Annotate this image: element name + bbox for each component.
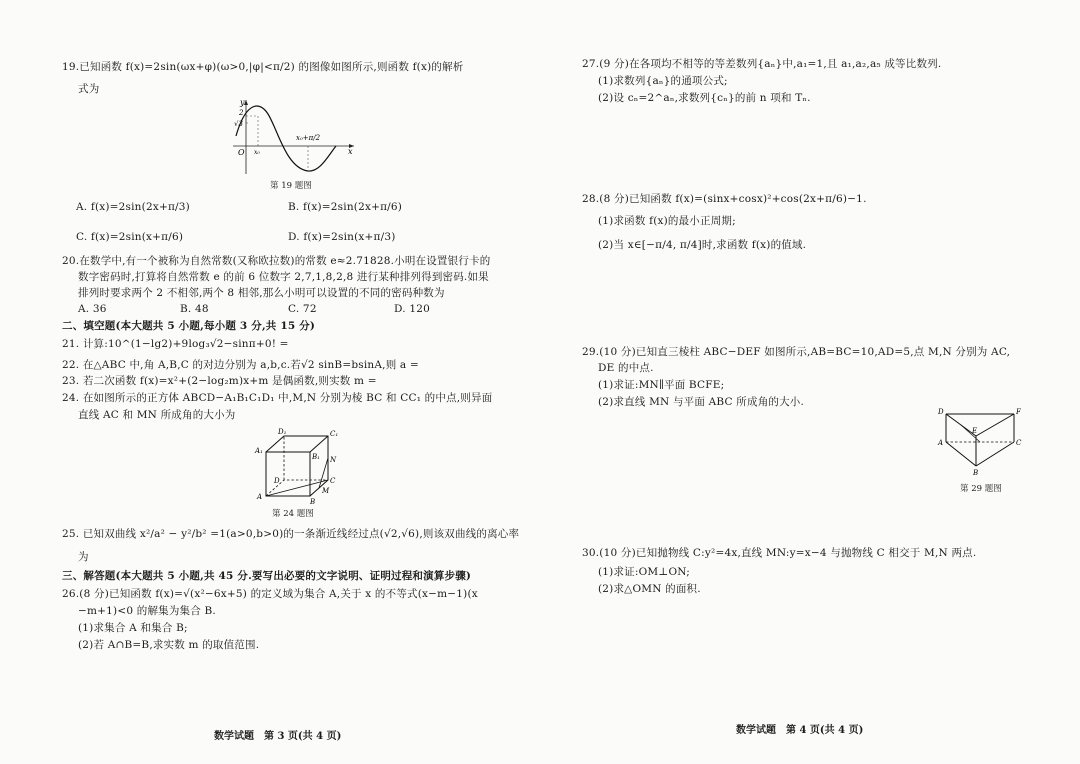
right-page-footer: 数学试题 第 4 页(共 4 页) (736, 725, 864, 736)
q24-caption: 第 24 题图 (272, 509, 314, 519)
q28-line1: 28.(8 分)已知函数 f(x)=(sinx+cosx)²+cos(2x+π/6)−1. (582, 193, 867, 205)
q20-option-c: C. 72 (288, 303, 317, 315)
cube-a-label: A (257, 493, 263, 501)
q20-option-d: D. 120 (394, 303, 430, 315)
q24-line1: 24. 在如图所示的正方体 ABCD−A₁B₁C₁D₁ 中,M,N 分别为棱 BC 和 CC₁ 的中点,则异面 (62, 392, 493, 404)
q27-line1: 27.(9 分)在各项均不相等的等差数列{aₙ}中,a₁=1,且 a₁,a₂,a₅ 成等比数列. (582, 58, 942, 70)
q19-option-c: C. f(x)=2sin(x+π/6) (76, 231, 184, 243)
q26-line1: 26.(8 分)已知函数 f(x)=√(x²−6x+5) 的定义域为集合 A,关于 x 的不等式(x−m−1)(x (62, 588, 478, 600)
q29-line4: (2)求直线 MN 与平面 ABC 所成角的大小. (598, 396, 805, 408)
graph-x-label: x (348, 147, 353, 156)
q20-option-a: A. 36 (78, 303, 107, 315)
q20-option-b: B. 48 (180, 303, 209, 315)
q29-prism-figure (936, 404, 1028, 482)
graph-x0pi-label: x₀+π/2 (296, 134, 321, 142)
left-page-footer: 数学试题 第 3 页(共 4 页) (214, 731, 342, 742)
q19-option-b: B. f(x)=2sin(2x+π/6) (288, 201, 403, 213)
q28-line2: (1)求函数 f(x)的最小正周期; (598, 215, 736, 227)
q29-line3: (1)求证:MN∥平面 BCFE; (598, 379, 725, 391)
section2-heading: 二、填空题(本大题共 5 小题,每小题 3 分,共 15 分) (62, 320, 316, 332)
q27-line2: (1)求数列{aₙ}的通项公式; (598, 75, 728, 87)
graph-x0-label: x₀ (254, 149, 260, 156)
q26-line3: (1)求集合 A 和集合 B; (78, 622, 188, 634)
prism-f-label: F (1016, 408, 1021, 416)
cube-m-label: M (322, 487, 330, 495)
prism-b-label: B (973, 469, 979, 477)
q20-line2: 数字密码时,打算将自然常数 e 的前 6 位数字 2,7,1,8,2,8 进行某种排列得到密码.如果 (78, 271, 489, 283)
q25-line1: 25. 已知双曲线 x²/a² − y²/b² =1(a>0,b>0)的一条渐近线经过点(√2,√6),则该双曲线的离心率 (62, 528, 520, 540)
q24-cube-figure (252, 426, 344, 506)
cube-c-label: C (330, 477, 336, 485)
q30-line2: (1)求证:OM⊥ON; (598, 566, 691, 578)
cube-b1-label: B₁ (312, 453, 320, 461)
q21-text: 21. 计算:10^(1−lg2)+9log₃√2−sinπ+0! = (62, 338, 289, 350)
q20-line3: 排列时要求两个 2 不相邻,两个 8 相邻,那么小明可以设置的不同的密码种数为 (78, 287, 445, 299)
q24-line2: 直线 AC 和 MN 所成角的大小为 (78, 409, 236, 421)
section3-heading: 三、解答题(本大题共 5 小题,共 45 分.要写出必要的文字说明、证明过程和演算步骤) (62, 570, 472, 582)
prism-a-label: A (938, 439, 944, 447)
cube-b-label: B (310, 498, 316, 506)
q30-line3: (2)求△OMN 的面积. (598, 583, 701, 595)
graph-two-label: 2 (239, 109, 244, 117)
q23-text: 23. 若二次函数 f(x)=x²+(2−log₂m)x+m 是偶函数,则实数 m = (62, 375, 377, 387)
prism-e-label: E (972, 427, 978, 435)
cube-d1-label: D₁ (278, 428, 287, 436)
prism-d-label: D (938, 408, 944, 416)
q28-line3: (2)当 x∈[−π/4, π/4]时,求函数 f(x)的值域. (598, 239, 807, 251)
q19-option-a: A. f(x)=2sin(2x+π/3) (76, 201, 190, 213)
cube-d-label: D (274, 477, 280, 485)
q29-line1: 29.(10 分)已知直三棱柱 ABC−DEF 如图所示,AB=BC=10,AD=5,点 M,N 分别为 AC, (582, 346, 1011, 358)
q30-line1: 30.(10 分)已知抛物线 C:y²=4x,直线 MN:y=x−4 与抛物线 C 相交于 M,N 两点. (582, 547, 977, 559)
graph-y-label: y (240, 98, 245, 107)
prism-c-label: C (1016, 439, 1022, 447)
q29-caption: 第 29 题图 (960, 484, 1002, 494)
cube-n-label: N (330, 456, 337, 464)
cube-a1-label: A₁ (255, 447, 263, 455)
q20-line1: 20.在数学中,有一个被称为自然常数(又称欧拉数)的常数 e≈2.71828.小明在设置银行卡的 (62, 255, 491, 267)
q25-line2: 为 (78, 551, 89, 563)
graph-sqrt3-label: √3 (234, 120, 243, 128)
q26-line4: (2)若 A∩B=B,求实数 m 的取值范围. (78, 639, 260, 651)
q29-line2: DE 的中点. (598, 362, 654, 374)
q19-sine-graph (228, 96, 358, 176)
q19-caption: 第 19 题图 (270, 181, 312, 191)
cube-c1-label: C₁ (330, 430, 339, 438)
q27-line3: (2)设 cₙ=2^aₙ,求数列{cₙ}的前 n 项和 Tₙ. (598, 92, 811, 104)
graph-origin-label: O (238, 148, 245, 157)
q19-option-d: D. f(x)=2sin(x+π/3) (288, 231, 396, 243)
q19-line1: 19.已知函数 f(x)=2sin(ωx+φ)(ω>0,|φ|<π/2) 的图像如图所示,则函数 f(x)的解析 (62, 61, 464, 73)
q19-line2: 式为 (78, 83, 100, 95)
q22-text: 22. 在△ABC 中,角 A,B,C 的对边分别为 a,b,c.若√2 sinB=bsinA,则 a = (62, 359, 419, 371)
q26-line2: −m+1)<0 的解集为集合 B. (78, 605, 216, 617)
